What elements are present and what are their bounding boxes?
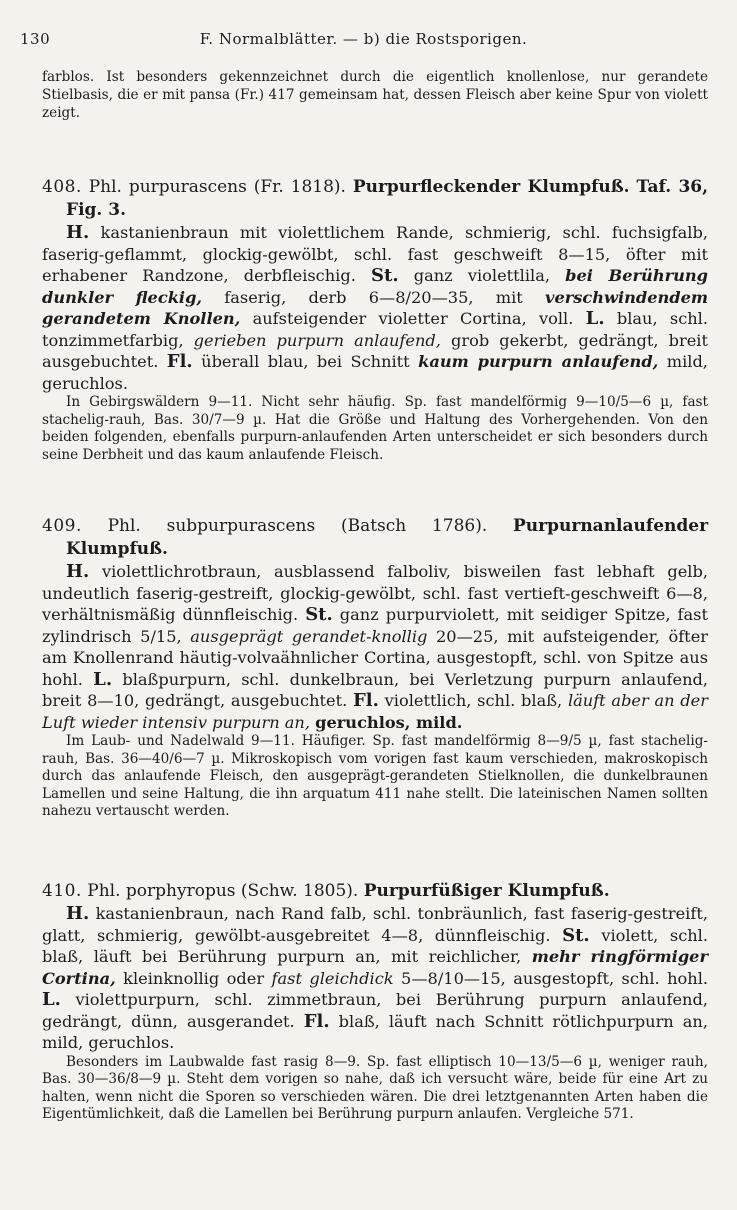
fleisch-description: geruchlos, mild. [315,712,463,732]
entry-number: 408. [42,177,82,197]
lamellen-description: blaßpurpurn, schl. dunkelbraun, bei Verletzung purpurn anlaufend, breit 8—10, gedrängt, ausgebuchtet. [42,669,708,710]
label-hut: H. [66,561,90,582]
fleisch-emphasis: kaum purpurn anlaufend, [418,352,659,371]
note-text: Besonders im Laubwalde fast rasig 8—9. Sp. fast elliptisch 10—13/5—6 µ, weniger rauh, Bas. 30—36/8—9 µ. Steht dem vorigen so nahe, daß ich versucht wäre, beide für eine Art zu halten, wenn nicht die Sporen so verschieden wären. Die drei letztgenannten Arten haben die Eigentümlichkeit, daß die Lamellen bei Berührung purpurn anlaufen. Vergleiche 571. [42,1053,708,1122]
entry-description [42,561,708,733]
stiel-description: violett, schl. blaß, läuft bei Berührung purpurn an, mit reichlicher, [42,925,709,966]
species-name: purpurascens [128,177,247,197]
fleisch-description: blaß, läuft nach Schnitt rötlichpurpurn an, mild, geruchlos. [42,1011,708,1052]
label-fleisch: Fl. [166,351,193,372]
stiel-emphasis: verschwindendem gerandetem Knollen, [42,287,709,328]
stiel-emphasis: mehr ringförmiger Cortina, [42,947,708,988]
fleisch-description: überall blau, bei Schnitt [201,352,410,371]
label-fleisch: Fl. [303,1010,330,1032]
species-entry [42,515,708,821]
entry-heading [42,515,708,561]
species-name: porphyropus [125,881,236,901]
fleisch-description: mild, geruchlos. [42,352,708,393]
stiel-description: ganz violettlila, [413,266,551,285]
stiel-description: ganz purpurviolett, mit seidiger Spitze, fast zylindrisch 5/15, [42,605,708,646]
stiel-emphasis: bei Berührung dunkler fleckig, [42,266,708,307]
label-lamellen: L. [42,989,61,1010]
label-hut: H. [66,903,90,924]
hut-description: kastanienbraun, nach Rand falb, schl. tonbräunlich, fast faserig-gestreift, glatt, schmierig, gewölbt-ausgebreitet 4—8, dünnfleischig. [42,904,709,945]
page-header [20,30,707,52]
fleisch-description: violettlich, schl. blaß, [384,691,563,710]
entry-heading [42,880,708,903]
label-hut: H. [66,222,90,243]
note-text: Im Laub- und Nadelwald 9—11. Häufiger. Sp. fast mandelförmig 8—9/5 µ, fast stachelig-rauh, Bas. 36—40/6—7 µ. Mikroskopisch vom vorigen fast kaum verschieden, makroskopisch durch das anlaufende Fleisch, den ausgeprägt-gerandeten Stielknollen, die dunkelbraunen Lamellen und seine Haltung, die ihn arquatum 411 nahe stellt. Die lateinischen Namen sollten nahezu vertauscht werden. [42,733,708,819]
carryover-text: farblos. Ist besonders gekennzeichnet durch die eigentlich knollenlose, nur gerandete Stielbasis, die er mit pansa (Fr.) 417 gemeinsam hat, dessen Fleisch aber keine Spur von violett zeigt. [42,69,708,121]
hut-description: violettlichrotbraun, ausblassend falboliv, bisweilen fast lebhaft gelb, undeutlich faserig-gestreift, glockig-gewölbt, schl. fast vertieft-geschweift 6—8, verhältnismäßig dünnfleischig. [42,562,708,624]
label-lamellen: L. [585,308,605,329]
genus: Phl. [88,177,122,197]
stiel-description: faserig, derb 6—8/20—35, mit [224,287,523,307]
authority: (Schw. 1805). [240,881,359,901]
species-entry [42,880,708,1124]
fleisch-emphasis: läuft aber an der Luft wieder intensiv purpurn an, [42,691,708,732]
entry-description [42,222,708,394]
stiel-description: aufsteigender violetter Cortina, voll. [252,309,574,328]
genus: Phl. [107,516,141,536]
entry-description [42,903,708,1054]
label-fleisch: Fl. [353,690,379,711]
authority: (Batsch 1786). [340,516,488,536]
plate-reference: Taf. 36, Fig. 3. [66,177,709,220]
hut-description: kastanienbraun mit violettlichem Rande, schmierig, schl. fuchsigfalb, faserig-geflammt, glockig-gewölbt, schl. fast geschweift 8—15, öfter mit erhabener Randzone, derbfleischig. [42,223,708,285]
species-name: subpurpurascens [166,516,316,536]
lamellen-emphasis: gerieben purpurn anlaufend, [193,330,441,350]
carryover-paragraph [42,68,708,122]
stiel-description: kleinknollig oder [123,968,265,988]
entry-heading [42,176,708,222]
page-number: 130 [20,30,51,48]
genus: Phl. [87,881,121,901]
running-title: F. Normalblätter. — b) die Rostsporigen. [199,30,528,48]
entry-number: 409. [42,516,82,536]
lamellen-description: violettpurpurn, schl. zimmetbraun, bei Berührung purpurn anlaufend, gedrängt, dünn, ausgerandet. [42,990,708,1031]
label-stiel: St. [562,924,590,946]
label-lamellen: L. [93,668,113,690]
species-entry [42,176,708,464]
stiel-emphasis: fast gleichdick [271,968,394,988]
common-name: Purpurfüßiger Klumpfuß. [363,881,610,901]
entry-note [42,394,708,464]
stiel-description: 20—25, mit aufsteigender, öfter am Knollenrand häutig-volvaähnlicher Cortina, ausgestopft, schl. von Spitze aus hohl. [42,626,709,689]
label-stiel: St. [371,265,399,286]
common-name: Purpurnanlaufender Klumpfuß. [66,516,709,559]
lamellen-description: grob gekerbt, gedrängt, breit ausgebuchtet. [42,330,708,371]
entry-note [42,1054,708,1124]
note-text: In Gebirgswäldern 9—11. Nicht sehr häufig. Sp. fast mandelförmig 9—10/5—6 µ, fast stachelig-rauh, Bas. 30/7—9 µ. Hat die Größe und Haltung des Vorhergehenden. Von den beiden folgenden, ebenfalls purpurn-anlaufenden Arten unterscheidet er sich besonders durch seine Derbheit und das kaum anlaufende Fleisch. [42,394,708,463]
common-name: Purpurfleckender Klumpfuß. [352,177,630,197]
lamellen-description: blau, schl. tonzimmetfarbig, [42,309,709,350]
label-stiel: St. [305,604,333,625]
entry-number: 410. [42,881,82,901]
authority: (Fr. 1818). [253,177,346,197]
entry-note [42,733,708,821]
stiel-description: 5—8/10—15, ausgestopft, schl. hohl. [401,968,709,988]
stiel-emphasis: ausgeprägt gerandet-knollig [190,626,428,646]
